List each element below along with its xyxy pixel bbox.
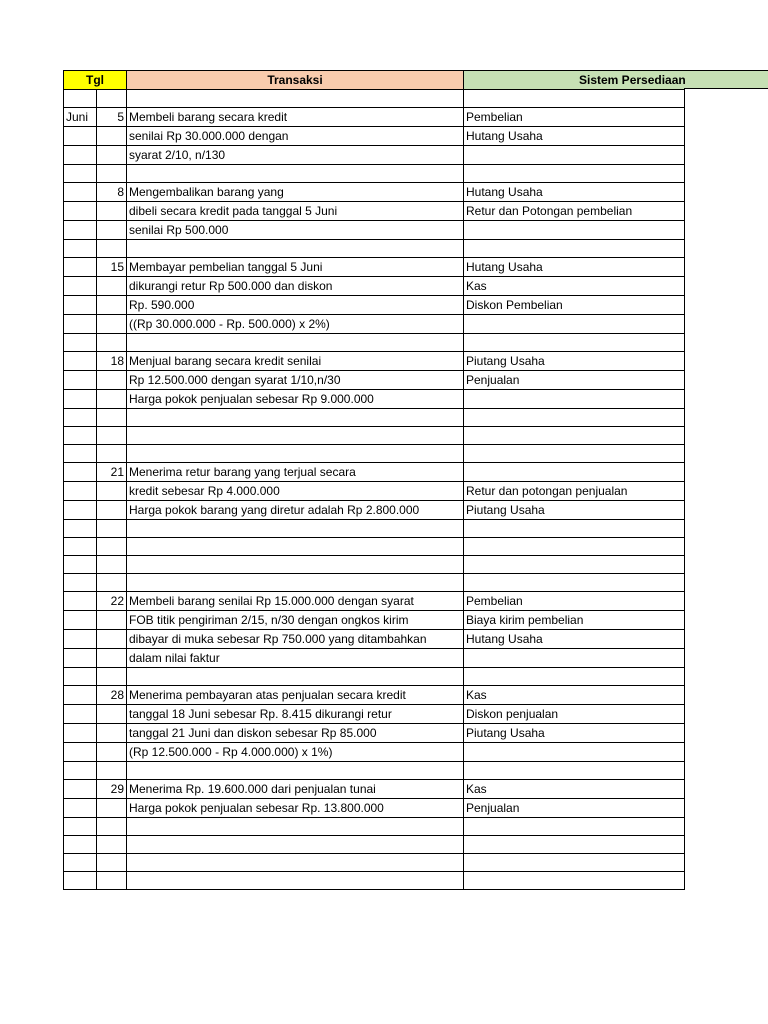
table-row <box>64 482 685 501</box>
table-row <box>64 762 685 780</box>
cell-account[interactable] <box>464 668 685 686</box>
cell-day[interactable] <box>97 165 127 183</box>
cell-transaksi[interactable] <box>127 165 464 183</box>
cell-day[interactable] <box>97 221 127 240</box>
table-row <box>64 221 685 240</box>
cell-month[interactable] <box>64 501 97 520</box>
cell-account[interactable] <box>464 463 685 482</box>
table-row <box>64 108 685 127</box>
cell-month[interactable] <box>64 315 97 334</box>
cell-day[interactable] <box>97 427 127 445</box>
table-row <box>64 90 685 108</box>
cell-month[interactable]: Juni <box>64 108 97 127</box>
cell-month[interactable] <box>64 538 97 556</box>
cell-account[interactable]: Hutang Usaha <box>464 127 685 146</box>
cell-month[interactable] <box>64 445 97 463</box>
cell-month[interactable] <box>64 799 97 818</box>
cell-month[interactable] <box>64 592 97 611</box>
cell-account[interactable] <box>464 315 685 334</box>
cell-day[interactable] <box>97 146 127 165</box>
cell-transaksi[interactable]: Mengembalikan barang yang <box>127 183 464 202</box>
cell-day[interactable] <box>97 668 127 686</box>
table-row <box>64 277 685 296</box>
cell-month[interactable] <box>64 686 97 705</box>
cell-transaksi[interactable] <box>127 520 464 538</box>
cell-transaksi[interactable]: Membayar pembelian tanggal 5 Juni <box>127 258 464 277</box>
cell-account[interactable]: Piutang Usaha <box>464 352 685 371</box>
cell-day[interactable] <box>97 743 127 762</box>
cell-account[interactable]: Retur dan Potongan pembelian <box>464 202 685 221</box>
cell-transaksi[interactable]: kredit sebesar Rp 4.000.000 <box>127 482 464 501</box>
table-row <box>64 836 685 854</box>
cell-day[interactable] <box>97 724 127 743</box>
cell-transaksi[interactable] <box>127 762 464 780</box>
cell-transaksi[interactable] <box>127 427 464 445</box>
cell-month[interactable] <box>64 818 97 836</box>
table-row <box>64 183 685 202</box>
table-row <box>64 872 685 890</box>
cell-day[interactable]: 29 <box>97 780 127 799</box>
cell-account[interactable] <box>464 165 685 183</box>
cell-transaksi[interactable]: Harga pokok penjualan sebesar Rp. 13.800.000 <box>127 799 464 818</box>
cell-account[interactable]: Kas <box>464 780 685 799</box>
cell-month[interactable] <box>64 705 97 724</box>
cell-transaksi[interactable]: Membeli barang senilai Rp 15.000.000 dengan syarat <box>127 592 464 611</box>
table-row <box>64 556 685 574</box>
cell-transaksi[interactable]: syarat 2/10, n/130 <box>127 146 464 165</box>
cell-account[interactable]: Kas <box>464 686 685 705</box>
cell-day[interactable] <box>97 501 127 520</box>
cell-transaksi[interactable]: tanggal 18 Juni sebesar Rp. 8.415 dikurangi retur <box>127 705 464 724</box>
header-sistem-persediaan-label <box>579 70 768 89</box>
table-row <box>64 258 685 277</box>
cell-account[interactable] <box>464 90 685 108</box>
cell-transaksi[interactable] <box>127 574 464 592</box>
cell-account[interactable]: Pembelian <box>464 592 685 611</box>
cell-transaksi[interactable]: Harga pokok penjualan sebesar Rp 9.000.000 <box>127 390 464 409</box>
cell-transaksi[interactable] <box>127 445 464 463</box>
cell-month[interactable] <box>64 556 97 574</box>
cell-account[interactable] <box>464 574 685 592</box>
header-sistem-persediaan-text: Sistem Persediaan <box>579 73 686 87</box>
cell-day[interactable] <box>97 649 127 668</box>
cell-day[interactable]: 28 <box>97 686 127 705</box>
table-row <box>64 705 685 724</box>
cell-day[interactable]: 21 <box>97 463 127 482</box>
cell-account[interactable]: Penjualan <box>464 371 685 390</box>
cell-transaksi[interactable]: Menerima pembayaran atas penjualan secara kredit <box>127 686 464 705</box>
table-row <box>64 240 685 258</box>
cell-account[interactable]: Hutang Usaha <box>464 630 685 649</box>
cell-month[interactable] <box>64 836 97 854</box>
table-row <box>64 743 685 762</box>
cell-account[interactable] <box>464 390 685 409</box>
cell-month[interactable] <box>64 146 97 165</box>
cell-transaksi[interactable]: Rp 12.500.000 dengan syarat 1/10,n/30 <box>127 371 464 390</box>
cell-month[interactable] <box>64 780 97 799</box>
cell-day[interactable] <box>97 409 127 427</box>
table-row <box>64 165 685 183</box>
cell-month[interactable] <box>64 482 97 501</box>
cell-day[interactable] <box>97 334 127 352</box>
cell-account[interactable]: Diskon penjualan <box>464 705 685 724</box>
table-row <box>64 127 685 146</box>
cell-transaksi[interactable]: Rp. 590.000 <box>127 296 464 315</box>
cell-month[interactable] <box>64 334 97 352</box>
table-row <box>64 538 685 556</box>
cell-day[interactable]: 8 <box>97 183 127 202</box>
cell-month[interactable] <box>64 463 97 482</box>
table-row <box>64 202 685 221</box>
cell-month[interactable] <box>64 668 97 686</box>
cell-account[interactable] <box>464 836 685 854</box>
cell-day[interactable] <box>97 315 127 334</box>
cell-day[interactable] <box>97 90 127 108</box>
table-row <box>64 630 685 649</box>
cell-account[interactable]: Biaya kirim pembelian <box>464 611 685 630</box>
cell-day[interactable] <box>97 520 127 538</box>
table-row <box>64 445 685 463</box>
cell-day[interactable] <box>97 482 127 501</box>
cell-month[interactable] <box>64 390 97 409</box>
cell-account[interactable] <box>464 872 685 890</box>
cell-day[interactable] <box>97 705 127 724</box>
cell-day[interactable] <box>97 799 127 818</box>
cell-transaksi[interactable]: FOB titik pengiriman 2/15, n/30 dengan ongkos kirim <box>127 611 464 630</box>
cell-transaksi[interactable] <box>127 836 464 854</box>
cell-day[interactable] <box>97 202 127 221</box>
cell-day[interactable] <box>97 556 127 574</box>
cell-account[interactable]: Piutang Usaha <box>464 501 685 520</box>
cell-month[interactable] <box>64 427 97 445</box>
cell-month[interactable] <box>64 854 97 872</box>
table-row <box>64 390 685 409</box>
cell-account[interactable] <box>464 445 685 463</box>
table-row <box>64 854 685 872</box>
cell-transaksi[interactable] <box>127 90 464 108</box>
cell-account[interactable] <box>464 409 685 427</box>
cell-account[interactable] <box>464 649 685 668</box>
cell-day[interactable]: 5 <box>97 108 127 127</box>
table-row <box>64 686 685 705</box>
cell-transaksi[interactable] <box>127 538 464 556</box>
table-row <box>64 371 685 390</box>
cell-day[interactable] <box>97 630 127 649</box>
cell-transaksi[interactable]: senilai Rp 30.000.000 dengan <box>127 127 464 146</box>
cell-transaksi[interactable]: Menerima retur barang yang terjual secara <box>127 463 464 482</box>
cell-transaksi[interactable]: dikurangi retur Rp 500.000 dan diskon <box>127 277 464 296</box>
table-row <box>64 668 685 686</box>
cell-month[interactable] <box>64 90 97 108</box>
cell-month[interactable] <box>64 165 97 183</box>
cell-month[interactable] <box>64 371 97 390</box>
cell-transaksi[interactable] <box>127 240 464 258</box>
cell-transaksi[interactable] <box>127 556 464 574</box>
cell-account[interactable]: Hutang Usaha <box>464 258 685 277</box>
table-row <box>64 611 685 630</box>
cell-day[interactable] <box>97 127 127 146</box>
cell-account[interactable] <box>464 221 685 240</box>
table-row <box>64 409 685 427</box>
cell-day[interactable]: 18 <box>97 352 127 371</box>
cell-transaksi[interactable]: senilai Rp 500.000 <box>127 221 464 240</box>
cell-day[interactable] <box>97 836 127 854</box>
cell-day[interactable] <box>97 611 127 630</box>
cell-transaksi[interactable]: dalam nilai faktur <box>127 649 464 668</box>
table-row <box>64 352 685 371</box>
table-row <box>64 146 685 165</box>
cell-day[interactable] <box>97 818 127 836</box>
cell-month[interactable] <box>64 221 97 240</box>
cell-account[interactable]: Pembelian <box>464 108 685 127</box>
table-row <box>64 315 685 334</box>
cell-month[interactable] <box>64 574 97 592</box>
cell-account[interactable]: Kas <box>464 277 685 296</box>
cell-month[interactable] <box>64 296 97 315</box>
cell-transaksi[interactable]: dibayar di muka sebesar Rp 750.000 yang ditambahkan <box>127 630 464 649</box>
cell-day[interactable] <box>97 872 127 890</box>
cell-day[interactable] <box>97 371 127 390</box>
cell-account[interactable] <box>464 427 685 445</box>
cell-month[interactable] <box>64 743 97 762</box>
cell-month[interactable] <box>64 183 97 202</box>
cell-account[interactable] <box>464 556 685 574</box>
cell-month[interactable] <box>64 630 97 649</box>
spreadsheet <box>63 70 685 890</box>
cell-account[interactable] <box>464 240 685 258</box>
transactions-table <box>63 70 685 890</box>
cell-account[interactable]: Piutang Usaha <box>464 724 685 743</box>
cell-day[interactable] <box>97 277 127 296</box>
header-transaksi[interactable]: Transaksi <box>127 71 464 90</box>
cell-account[interactable] <box>464 743 685 762</box>
cell-transaksi[interactable] <box>127 334 464 352</box>
cell-transaksi[interactable]: (Rp 12.500.000 - Rp 4.000.000) x 1%) <box>127 743 464 762</box>
table-row <box>64 799 685 818</box>
cell-transaksi[interactable]: Menerima Rp. 19.600.000 dari penjualan tunai <box>127 780 464 799</box>
cell-transaksi[interactable]: dibeli secara kredit pada tanggal 5 Juni <box>127 202 464 221</box>
cell-transaksi[interactable]: Harga pokok barang yang diretur adalah Rp 2.800.000 <box>127 501 464 520</box>
cell-month[interactable] <box>64 277 97 296</box>
cell-month[interactable] <box>64 649 97 668</box>
cell-month[interactable] <box>64 409 97 427</box>
cell-account[interactable]: Penjualan <box>464 799 685 818</box>
cell-month[interactable] <box>64 127 97 146</box>
table-row <box>64 592 685 611</box>
cell-month[interactable] <box>64 762 97 780</box>
table-row <box>64 427 685 445</box>
cell-account[interactable]: Retur dan potongan penjualan <box>464 482 685 501</box>
cell-day[interactable]: 15 <box>97 258 127 277</box>
cell-account[interactable]: Diskon Pembelian <box>464 296 685 315</box>
table-row <box>64 334 685 352</box>
table-row <box>64 724 685 743</box>
cell-account[interactable]: Hutang Usaha <box>464 183 685 202</box>
cell-transaksi[interactable]: Menjual barang secara kredit senilai <box>127 352 464 371</box>
cell-transaksi[interactable]: tanggal 21 Juni dan diskon sebesar Rp 85.000 <box>127 724 464 743</box>
cell-month[interactable] <box>64 240 97 258</box>
cell-day[interactable] <box>97 296 127 315</box>
table-row <box>64 463 685 482</box>
cell-account[interactable] <box>464 520 685 538</box>
table-body <box>64 90 685 890</box>
cell-month[interactable] <box>64 258 97 277</box>
cell-month[interactable] <box>64 520 97 538</box>
cell-transaksi[interactable] <box>127 854 464 872</box>
table-row <box>64 780 685 799</box>
cell-day[interactable]: 22 <box>97 592 127 611</box>
cell-month[interactable] <box>64 611 97 630</box>
table-row <box>64 501 685 520</box>
cell-month[interactable] <box>64 202 97 221</box>
cell-month[interactable] <box>64 724 97 743</box>
cell-day[interactable] <box>97 854 127 872</box>
cell-account[interactable] <box>464 762 685 780</box>
cell-day[interactable] <box>97 762 127 780</box>
cell-day[interactable] <box>97 390 127 409</box>
table-row <box>64 296 685 315</box>
cell-transaksi[interactable]: Membeli barang secara kredit <box>127 108 464 127</box>
cell-account[interactable] <box>464 538 685 556</box>
cell-account[interactable] <box>464 146 685 165</box>
cell-month[interactable] <box>64 352 97 371</box>
cell-transaksi[interactable] <box>127 668 464 686</box>
table-row <box>64 649 685 668</box>
header-tgl[interactable]: Tgl <box>64 71 127 90</box>
cell-month[interactable] <box>64 872 97 890</box>
cell-transaksi[interactable]: ((Rp 30.000.000 - Rp. 500.000) x 2%) <box>127 315 464 334</box>
cell-account[interactable] <box>464 334 685 352</box>
table-row <box>64 520 685 538</box>
cell-day[interactable] <box>97 538 127 556</box>
cell-transaksi[interactable] <box>127 409 464 427</box>
cell-transaksi[interactable] <box>127 818 464 836</box>
cell-day[interactable] <box>97 445 127 463</box>
cell-account[interactable] <box>464 854 685 872</box>
cell-day[interactable] <box>97 574 127 592</box>
table-row <box>64 574 685 592</box>
table-row <box>64 818 685 836</box>
cell-account[interactable] <box>464 818 685 836</box>
cell-transaksi[interactable] <box>127 872 464 890</box>
cell-day[interactable] <box>97 240 127 258</box>
